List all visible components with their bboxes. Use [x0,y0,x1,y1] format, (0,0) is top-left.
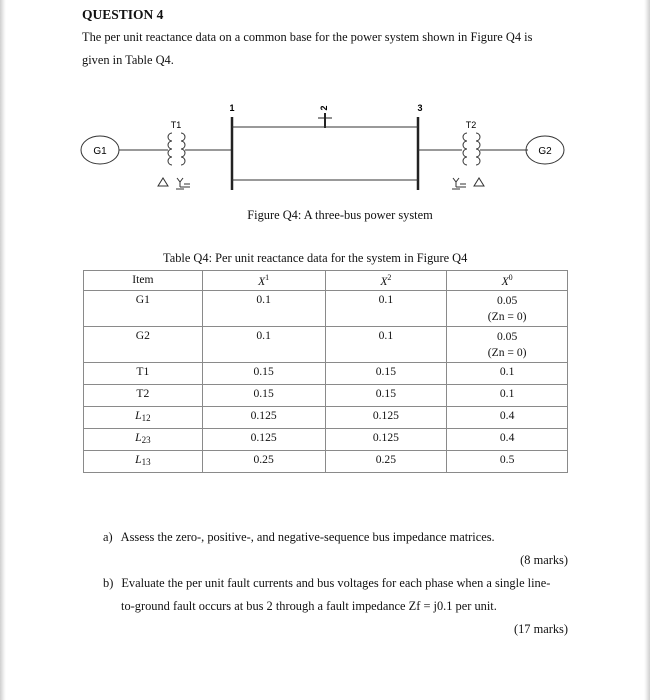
cell-x0: 0.5 [447,451,568,473]
cell-x2: 0.1 [325,291,447,327]
cell-x0: 0.05 (Zn = 0) [447,327,568,363]
cell-x0: 0.1 [447,363,568,385]
part-a [103,530,495,545]
table-row [84,429,568,451]
cell-item: T2 [84,385,203,407]
bus-1-label: 1 [229,103,235,113]
cell-x0: 0.05 (Zn = 0) [447,291,568,327]
t2-delta-symbol [474,178,484,186]
generator-g2 [526,136,564,164]
t2-grounded-wye-symbol [452,178,466,189]
figure-caption [0,208,650,223]
transformer-t2-label: T2 [465,120,477,130]
cell-item: G2 [84,327,203,363]
intro-line-2: given in Table Q4. [82,53,174,67]
generator-g2-label: G2 [538,146,552,157]
transformer-t1-label: T1 [170,120,182,130]
cell-x2: 0.1 [325,327,447,363]
cell-x0: 0.4 [447,407,568,429]
cell-x2: 0.125 [325,429,447,451]
table-caption: Table Q4: Per unit reactance data for the system in Figure Q4 [163,251,468,265]
bus-3-label: 3 [417,103,423,113]
cell-item: $L_{23}$ [84,429,203,451]
header-x1: $X^1$ [202,271,325,291]
cell-item: $L_{12}$ [84,407,203,429]
generator-g1-label: G1 [93,146,107,157]
transformer-t2 [463,133,528,165]
cell-x2: 0.15 [325,385,447,407]
cell-x2: 0.15 [325,363,447,385]
table-header-row [84,271,568,291]
cell-x2: 0.125 [325,407,447,429]
cell-x0: 0.1 [447,385,568,407]
header-x0: $X^0$ [447,271,568,291]
transformer-t1 [160,133,232,165]
part-b [103,576,550,591]
cell-x1: 0.25 [202,451,325,473]
cell-item: T1 [84,363,203,385]
header-item: Item [84,271,203,291]
reactance-table [83,270,568,473]
three-bus-diagram [0,0,650,205]
part-a-label: a) [103,530,113,544]
bus-2-label: 2 [319,105,329,111]
cell-x2: 0.25 [325,451,447,473]
part-a-marks: (8 marks) [520,553,568,567]
cell-x0: 0.4 [447,429,568,451]
part-b-text-line1: Evaluate the per unit fault currents and bus voltages for each phase when a single line- [121,576,551,590]
cell-item: G1 [84,291,203,327]
t1-delta-symbol [158,178,168,186]
table-row [84,363,568,385]
figure-caption-text: Figure Q4: A three-bus power system [247,208,433,222]
table-row [84,407,568,429]
cell-item: $L_{13}$ [84,451,203,473]
cell-x1: 0.15 [202,385,325,407]
t1-grounded-wye-symbol [176,178,190,189]
part-b-label: b) [103,576,114,590]
generator-g1 [81,136,119,164]
cell-x1: 0.1 [202,327,325,363]
table-row [84,327,568,363]
cell-x1: 0.15 [202,363,325,385]
cell-x1: 0.1 [202,291,325,327]
header-x2: $X^2$ [325,271,447,291]
table-row [84,291,568,327]
part-b-text-line2: to-ground fault occurs at bus 2 through a fault impedance Zf = j0.1 per unit. [121,599,497,613]
cell-x1: 0.125 [202,407,325,429]
intro-line-1: The per unit reactance data on a common base for the power system shown in Figure Q4 is [82,30,533,44]
question-title: QUESTION 4 [82,7,164,22]
cell-x1: 0.125 [202,429,325,451]
part-a-text: Assess the zero-, positive-, and negative-sequence bus impedance matrices. [120,530,495,544]
part-b-marks: (17 marks) [513,622,568,636]
table-row [84,385,568,407]
table-row [84,451,568,473]
